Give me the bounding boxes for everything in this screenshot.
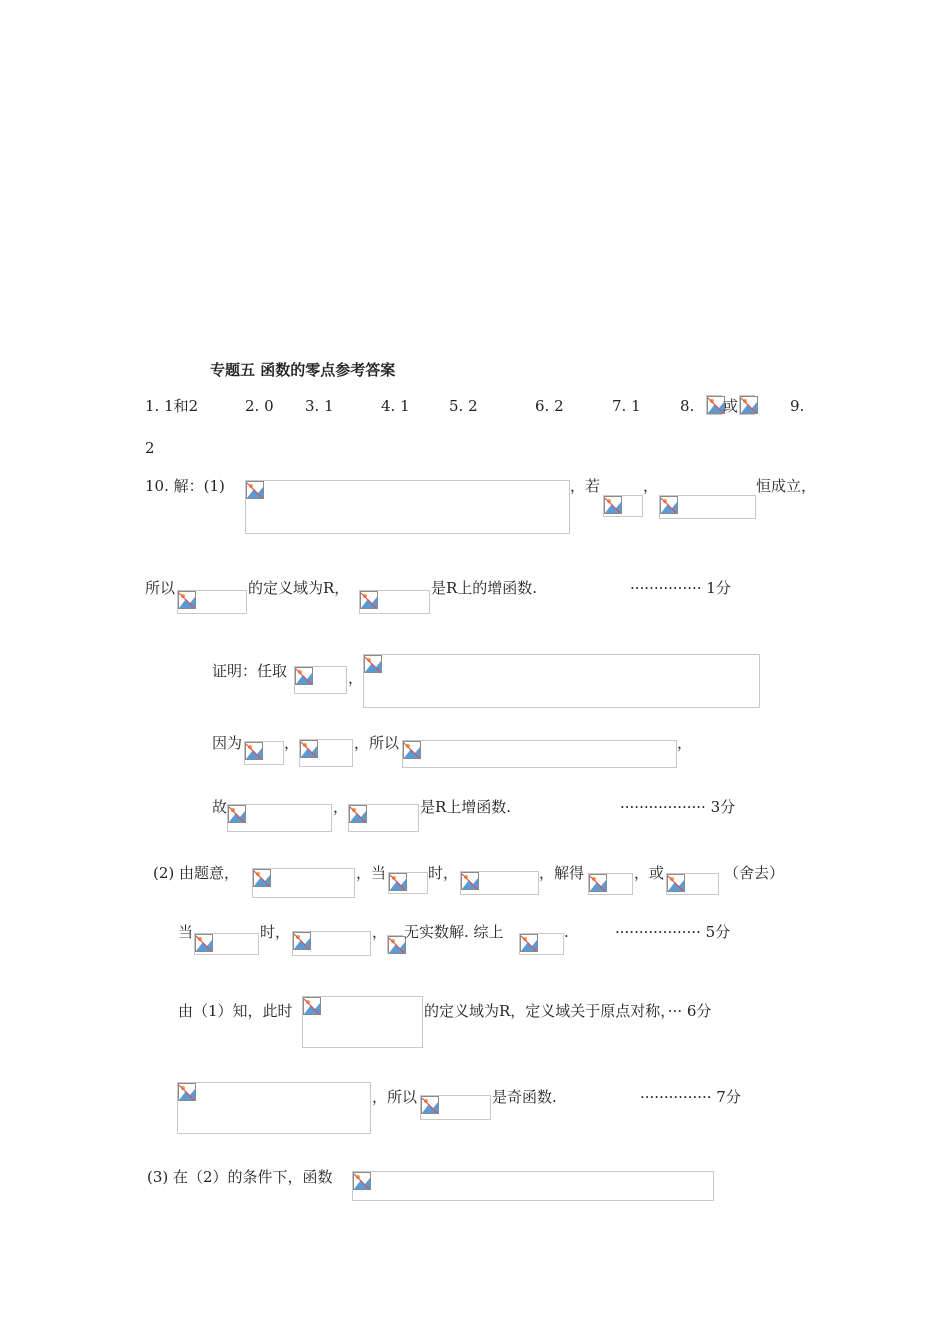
broken-image-icon <box>349 805 367 823</box>
broken-image-icon <box>246 481 264 499</box>
text-jiede: ，解得 <box>539 864 585 882</box>
formula-image <box>352 1171 714 1201</box>
score-1: ··············· 1分 <box>630 579 731 597</box>
formula-image <box>739 395 755 415</box>
text-domain-symmetric: 的定义域为R，定义域关于原点对称，··· 6分 <box>424 1002 712 1020</box>
text-from-1: 由（1）知，此时 <box>178 1002 293 1020</box>
formula-image <box>294 666 347 694</box>
broken-image-icon <box>389 873 407 891</box>
formula-image <box>388 872 428 894</box>
formula-image <box>387 935 403 953</box>
text-odd-function: 是奇函数. <box>492 1088 557 1106</box>
text-wushijie: 无实数解. 综上 <box>404 923 504 941</box>
formula-image <box>245 480 570 534</box>
text-increasing: 是R上增函数. <box>420 798 512 816</box>
text-comma: ， <box>333 798 349 816</box>
formula-image <box>603 495 643 517</box>
formula-image <box>299 739 353 767</box>
broken-image-icon <box>303 997 321 1015</box>
broken-image-icon <box>253 869 271 887</box>
text-increasing: 是R上的增函数. <box>431 579 538 597</box>
q10-ruo: ，若 <box>570 477 601 495</box>
broken-image-icon <box>195 934 213 952</box>
formula-image <box>177 1082 371 1134</box>
broken-image-icon <box>660 496 678 514</box>
answer-1: 1. 1和2 <box>145 397 199 415</box>
broken-image-icon <box>300 740 318 758</box>
text-comma: ， <box>677 734 693 752</box>
broken-image-icon <box>604 496 622 514</box>
formula-image <box>363 654 760 708</box>
q10-comma: ， <box>643 477 659 495</box>
page-title: 专题五 函数的零点参考答案 <box>210 361 396 379</box>
text-comma: ， <box>372 923 388 941</box>
formula-image <box>659 495 756 519</box>
formula-image <box>588 873 633 895</box>
broken-image-icon <box>589 874 607 892</box>
broken-image-icon <box>360 591 378 609</box>
formula-image <box>519 933 564 955</box>
q10-label: 10. 解：(1) <box>145 477 225 495</box>
score-3: ·················· 3分 <box>620 798 736 816</box>
text-proof: 证明：任取 <box>212 662 288 680</box>
formula-image <box>348 804 419 832</box>
text-dang: 当 <box>178 923 194 941</box>
answer-3: 3. 1 <box>305 397 334 415</box>
broken-image-icon <box>520 934 538 952</box>
broken-image-icon <box>667 874 685 892</box>
answer-9: 9. <box>790 397 805 415</box>
broken-image-icon <box>178 591 196 609</box>
text-gu: 故 <box>212 798 228 816</box>
text-dang: ，当 <box>356 864 387 882</box>
broken-image-icon <box>295 667 313 685</box>
broken-image-icon <box>421 1096 439 1114</box>
text-suoyi: 所以 <box>145 579 176 597</box>
q10-hengchengli: 恒成立， <box>756 477 817 495</box>
answer-2: 2. 0 <box>245 397 274 415</box>
broken-image-icon <box>740 396 758 414</box>
formula-image <box>302 996 423 1048</box>
part2-label: (2) 由题意， <box>153 864 240 882</box>
score-7: ··············· 7分 <box>640 1088 741 1106</box>
part3-label: (3) 在（2）的条件下，函数 <box>147 1168 333 1186</box>
answer-6: 6. 2 <box>535 397 564 415</box>
text-suoyi: ，所以 <box>354 734 400 752</box>
text-comma: ， <box>348 669 364 687</box>
formula-image <box>359 590 430 614</box>
broken-image-icon <box>364 655 382 673</box>
answer-7: 7. 1 <box>612 397 641 415</box>
formula-image <box>177 590 247 614</box>
formula-image <box>244 741 284 765</box>
formula-image <box>420 1095 491 1120</box>
answer-5: 5. 2 <box>449 397 478 415</box>
formula-image <box>402 740 677 768</box>
formula-image <box>706 395 722 415</box>
broken-image-icon <box>178 1083 196 1101</box>
answer-8: 8. <box>680 397 695 415</box>
broken-image-icon <box>228 805 246 823</box>
broken-image-icon <box>461 872 479 890</box>
text-shi: 时， <box>260 923 291 941</box>
formula-image <box>252 868 355 898</box>
formula-image <box>666 873 719 895</box>
text-shi: 时， <box>428 864 459 882</box>
text-suoyi: ，所以 <box>372 1088 418 1106</box>
text-comma: ， <box>284 734 300 752</box>
answer-9-value: 2 <box>145 439 155 457</box>
text-yinwei: 因为 <box>212 734 243 752</box>
formula-image <box>227 804 332 832</box>
broken-image-icon <box>293 932 311 950</box>
text-period: . <box>564 923 569 941</box>
formula-image <box>292 931 371 956</box>
broken-image-icon <box>403 741 421 759</box>
text-huo: ，或 <box>634 864 665 882</box>
broken-image-icon <box>245 742 263 760</box>
score-5: ·················· 5分 <box>615 923 731 941</box>
text-domain: 的定义域为R， <box>248 579 350 597</box>
answer-8-or: 或 <box>723 397 739 415</box>
formula-image <box>460 871 539 895</box>
answer-4: 4. 1 <box>381 397 410 415</box>
broken-image-icon <box>353 1172 371 1190</box>
formula-image <box>194 933 259 955</box>
text-sheqv: （舍去） <box>724 864 785 882</box>
